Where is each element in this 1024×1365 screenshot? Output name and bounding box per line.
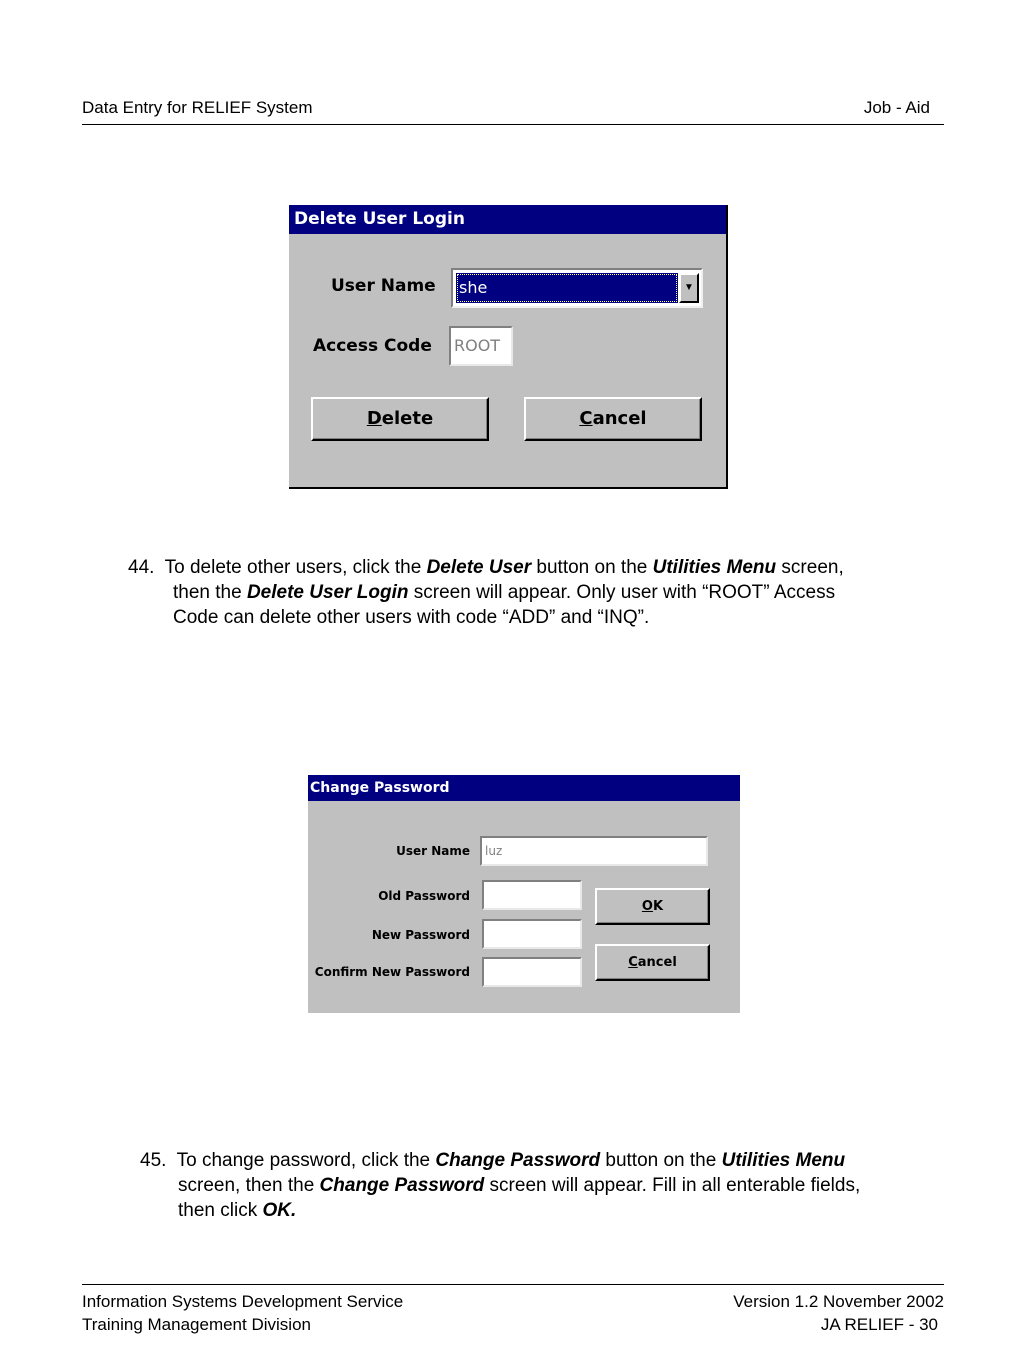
access-code-label: Access Code (313, 336, 432, 356)
access-code-field[interactable]: ROOT (449, 326, 513, 366)
emphasis: Utilities Menu (652, 557, 777, 578)
old-password-field[interactable] (482, 880, 582, 910)
step-45-line-2 (178, 1173, 860, 1198)
footer-version: Version 1.2 November 2002 (733, 1292, 944, 1311)
page-header (82, 96, 944, 125)
change-password-dialog (308, 775, 740, 1013)
user-name-field[interactable]: luz (480, 836, 708, 866)
new-password-field[interactable] (482, 919, 582, 949)
page-footer (82, 1284, 944, 1334)
text: screen will appear. Fill in all enterable fields, (484, 1175, 861, 1196)
cancel-mnemonic: C (579, 408, 593, 429)
text: then the (173, 582, 247, 603)
emphasis: Utilities Menu (721, 1150, 846, 1171)
text: button on the (531, 557, 653, 578)
delete-mnemonic: D (366, 408, 382, 429)
ok-mnemonic: O (641, 899, 653, 914)
ok-button-label: K (652, 899, 664, 914)
footer-division: Training Management Division (82, 1315, 311, 1334)
cancel-button-label: ancel (592, 408, 647, 429)
emphasis: Delete User Login (246, 582, 409, 603)
delete-button-label: elete (381, 408, 434, 429)
emphasis: Change Password (319, 1175, 485, 1196)
step-45-line-3 (178, 1198, 296, 1223)
cancel-button[interactable] (595, 944, 710, 981)
text: To change password, click the (176, 1150, 436, 1171)
confirm-new-password-field[interactable] (482, 957, 582, 987)
text: then click (178, 1200, 263, 1221)
dialog-title: Change Password (308, 775, 740, 801)
text: To delete other users, click the (164, 557, 427, 578)
dialog-title: Delete User Login (289, 205, 726, 234)
new-password-label: New Password (371, 928, 470, 942)
cancel-button-label: ancel (637, 955, 677, 970)
text: button on the (600, 1150, 722, 1171)
footer-org: Information Systems Development Service (82, 1292, 404, 1311)
step-number: 45. (140, 1150, 167, 1171)
ok-button[interactable] (595, 888, 710, 925)
footer-page-number: JA RELIEF - 30 (820, 1315, 938, 1334)
header-job-aid: Job - Aid (863, 98, 930, 117)
cancel-button[interactable] (524, 397, 702, 441)
text: screen will appear. Only user with “ROOT” Access (408, 582, 836, 603)
cancel-mnemonic: C (628, 955, 638, 970)
user-name-label: User Name (331, 276, 436, 296)
delete-button[interactable] (311, 397, 489, 441)
step-44-line-1 (128, 555, 844, 580)
step-number: 44. (128, 557, 155, 578)
emphasis: Change Password (435, 1150, 601, 1171)
step-44-line-3: Code can delete other users with code “ADD” and “INQ”. (173, 607, 650, 628)
emphasis: OK. (262, 1200, 297, 1221)
emphasis: Delete User (426, 557, 532, 578)
step-44-line-2 (173, 580, 835, 605)
step-45-line-1 (140, 1148, 845, 1173)
user-name-selected-value[interactable]: she (456, 273, 678, 303)
old-password-label: Old Password (378, 889, 470, 903)
dropdown-arrow-icon[interactable]: ▼ (679, 273, 699, 303)
user-name-label: User Name (396, 844, 470, 858)
confirm-new-password-label: Confirm New Password (314, 965, 470, 979)
text: screen, (776, 557, 844, 578)
text: screen, then the (178, 1175, 320, 1196)
user-name-combobox[interactable] (451, 268, 703, 308)
header-title: Data Entry for RELIEF System (82, 98, 313, 117)
delete-user-login-dialog (289, 205, 728, 489)
